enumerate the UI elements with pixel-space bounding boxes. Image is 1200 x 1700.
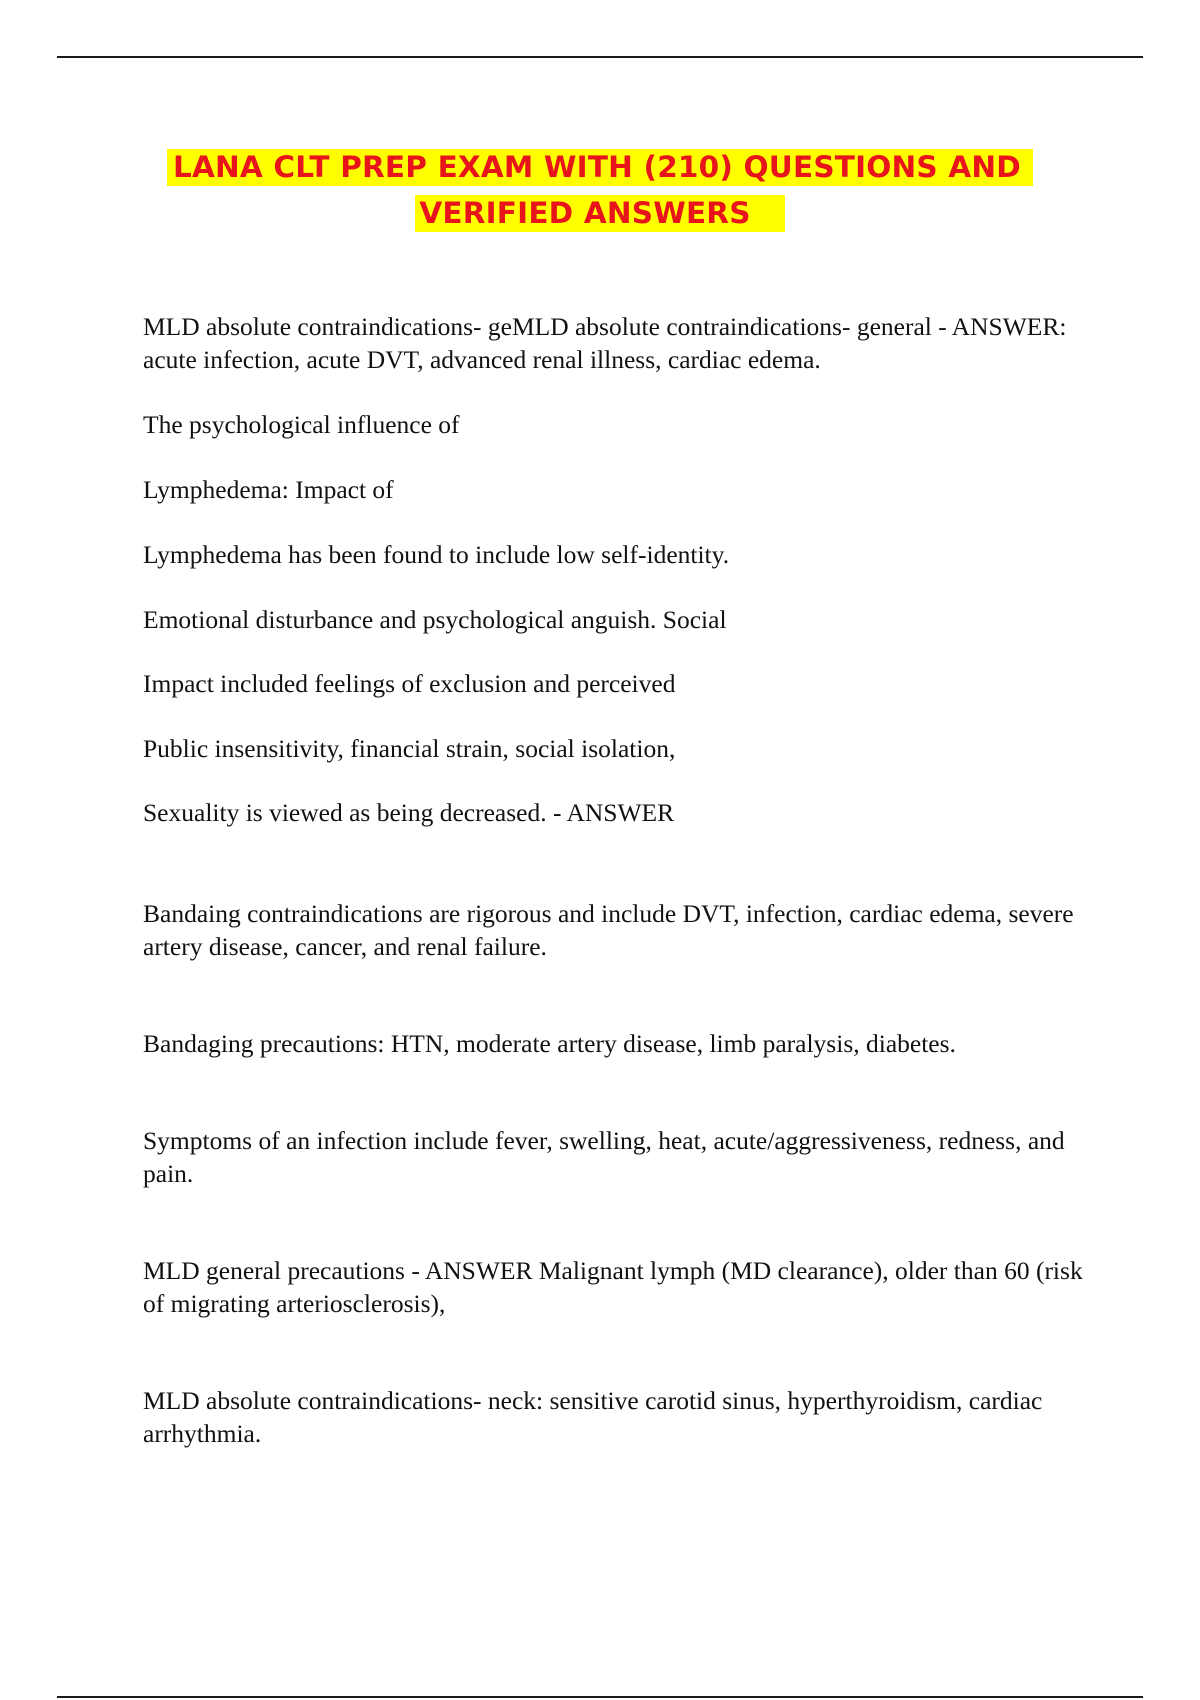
paragraph-feelings-of-exclusion: Impact included feelings of exclusion and perceived [143, 669, 676, 698]
paragraph-bandaging-contraindications: Bandaing contraindications are rigorous and include DVT, infection, cardiac edema, severe artery disease, cancer, and renal failure. [143, 899, 1074, 961]
title-line-1 [0, 144, 1200, 190]
title-line-2-text: VERIFIED ANSWERS [415, 195, 784, 232]
paragraph-emotional-disturbance: Emotional disturbance and psychological anguish. Social [143, 605, 727, 634]
paragraph-mld-general-precautions: MLD general precautions - ANSWER Malignant lymph (MD clearance), older than 60 (risk of migrating arteriosclerosis), [143, 1256, 1083, 1318]
title-line-1-text: LANA CLT PREP EXAM WITH (210) QUESTIONS AND [167, 149, 1033, 186]
paragraph-low-self-identity: Lymphedema has been found to include low self-identity. [143, 540, 730, 569]
paragraph-mld-general-contraindications: MLD absolute contraindications- geMLD absolute contraindications- general - ANSWER: acute infection, acute DVT, advanced renal illness, cardiac edema. [143, 312, 1067, 374]
paragraph-mld-neck-contraindications: MLD absolute contraindications- neck: sensitive carotid sinus, hyperthyroidism, cardiac arrhythmia. [143, 1386, 1043, 1448]
top-divider [57, 56, 1143, 58]
paragraph-sexuality-answer: Sexuality is viewed as being decreased. - ANSWER [143, 798, 675, 827]
paragraph-psychological-influence: The psychological influence of [143, 410, 460, 439]
bottom-divider [57, 1696, 1143, 1698]
paragraph-public-insensitivity: Public insensitivity, financial strain, social isolation, [143, 734, 676, 763]
title-line-2 [0, 190, 1200, 236]
paragraph-bandaging-precautions: Bandaging precautions: HTN, moderate artery disease, limb paralysis, diabetes. [143, 1029, 956, 1058]
document-title [0, 144, 1200, 236]
paragraph-infection-symptoms: Symptoms of an infection include fever, swelling, heat, acute/aggressiveness, redness, and pain. [143, 1126, 1065, 1188]
paragraph-lymphedema-impact: Lymphedema: Impact of [143, 475, 394, 504]
